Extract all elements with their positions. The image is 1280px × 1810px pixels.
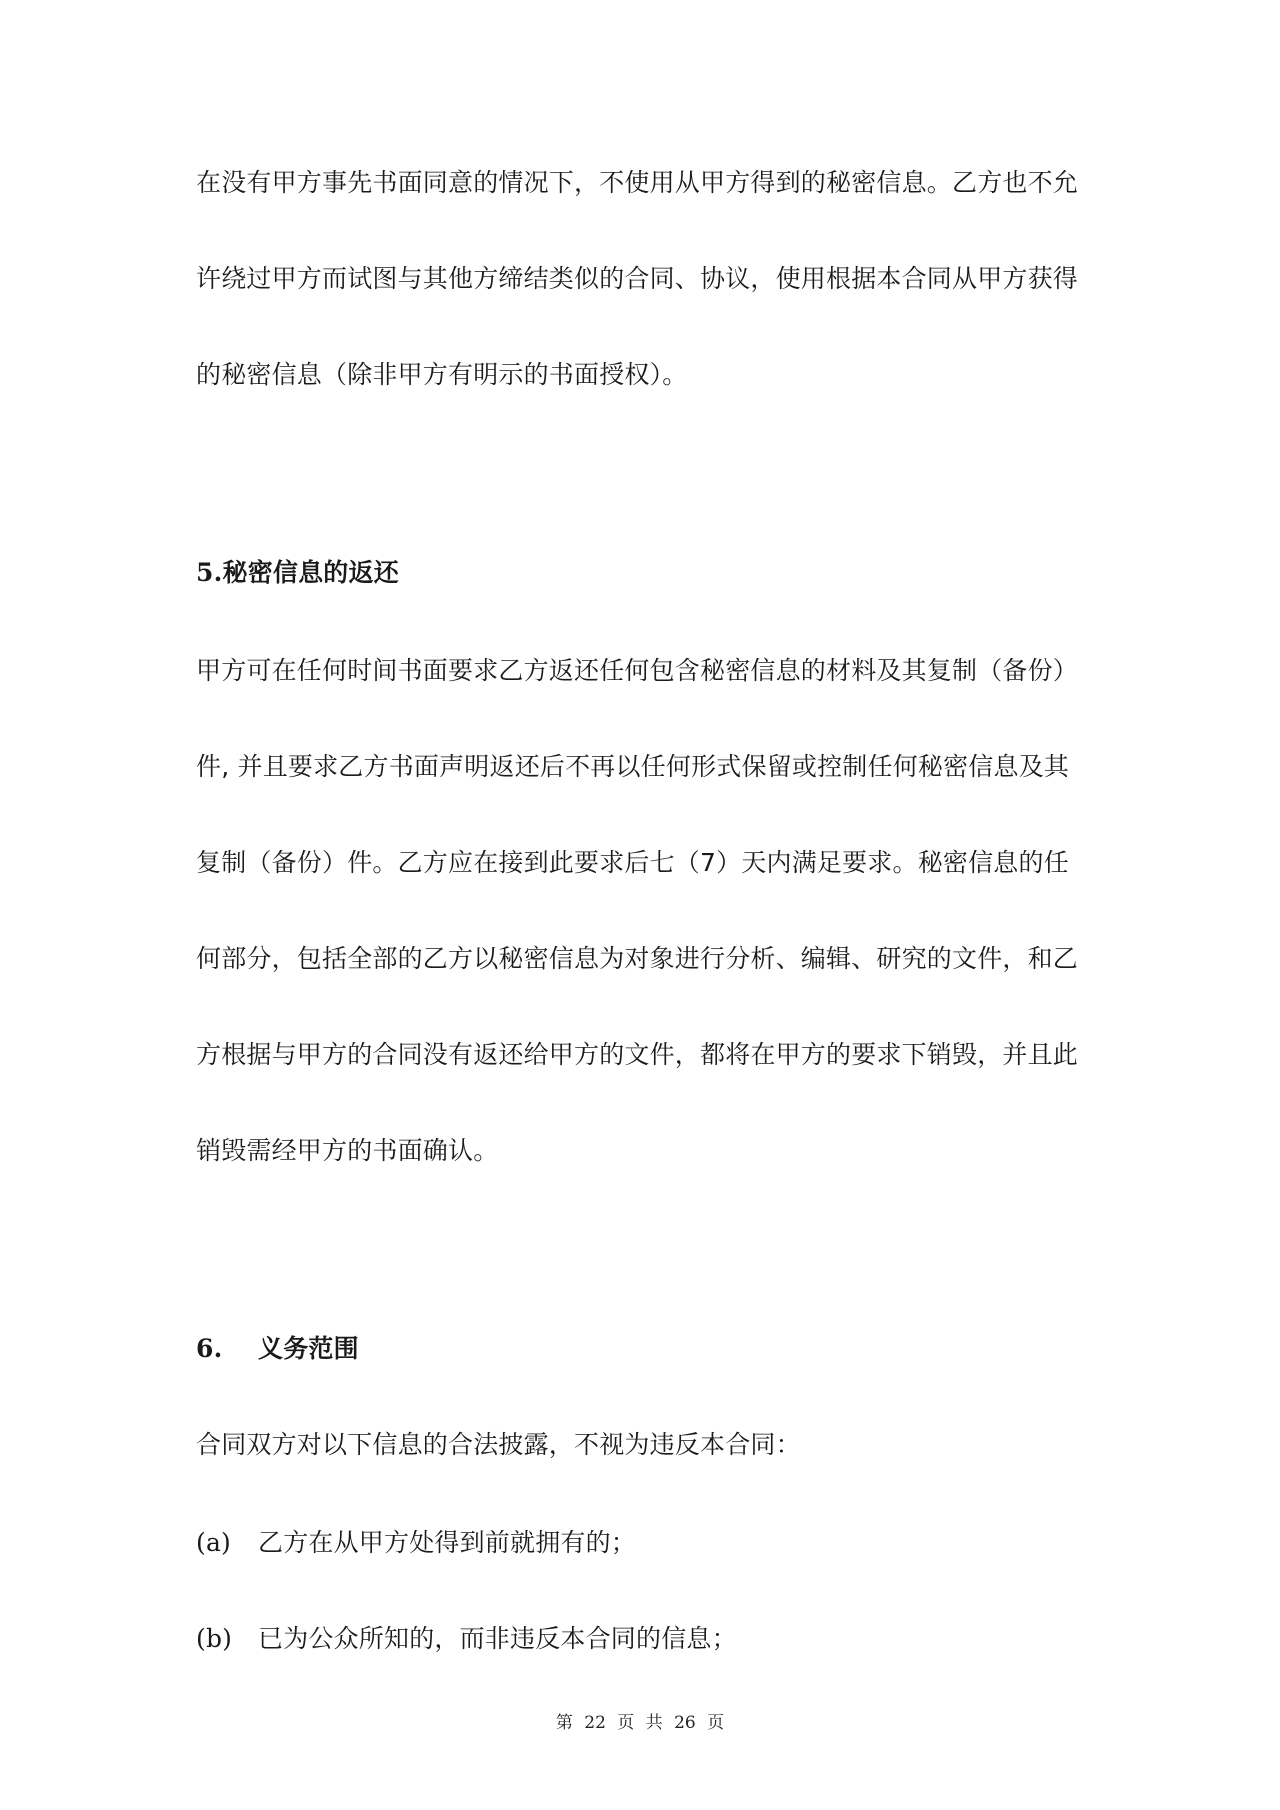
section-6-heading [196,1332,1096,1366]
list-item-text: 已为公众所知的，而非违反本合同的信息； [258,1624,737,1653]
paragraph-line: 在没有甲方事先书面同意的情况下，不使用从甲方得到的秘密信息。乙方也不允 [196,168,1079,197]
paragraph-line: 件, 并且要求乙方书面声明返还后不再以任何形式保留或控制任何秘密信息及其 [196,752,1070,781]
paragraph-line: 何部分，包括全部的乙方以秘密信息为对象进行分析、编辑、研究的文件，和乙 [196,944,1079,973]
list-item-text: 乙方在从甲方处得到前就拥有的； [258,1528,637,1557]
section-6-number: 6. [196,1334,223,1363]
list-item [196,1526,1096,1560]
list-item-label: (a) [196,1528,232,1557]
paragraph-line: 方根据与甲方的合同没有返还给甲方的文件，都将在甲方的要求下销毁，并且此 [196,1040,1079,1069]
list-item [196,1622,1096,1656]
section-5-heading: 5.秘密信息的返还 [196,558,399,587]
paragraph-line: 甲方可在任何时间书面要求乙方返还任何包含秘密信息的材料及其复制（备份） [196,656,1079,685]
section-6-intro: 合同双方对以下信息的合法披露，不视为违反本合同： [196,1430,801,1459]
section-6-title: 义务范围 [258,1334,359,1363]
page-number-footer: 第 22 页 共 26 页 [555,1713,725,1733]
paragraph-line: 的秘密信息（除非甲方有明示的书面授权）。 [196,360,688,389]
paragraph-line: 销毁需经甲方的书面确认。 [196,1136,499,1165]
paragraph-line: 复制（备份）件。乙方应在接到此要求后七（7）天内满足要求。秘密信息的任 [196,848,1069,877]
paragraph-line: 许绕过甲方而试图与其他方缔结类似的合同、协议，使用根据本合同从甲方获得 [196,264,1079,293]
list-item-label: (b) [196,1624,233,1653]
